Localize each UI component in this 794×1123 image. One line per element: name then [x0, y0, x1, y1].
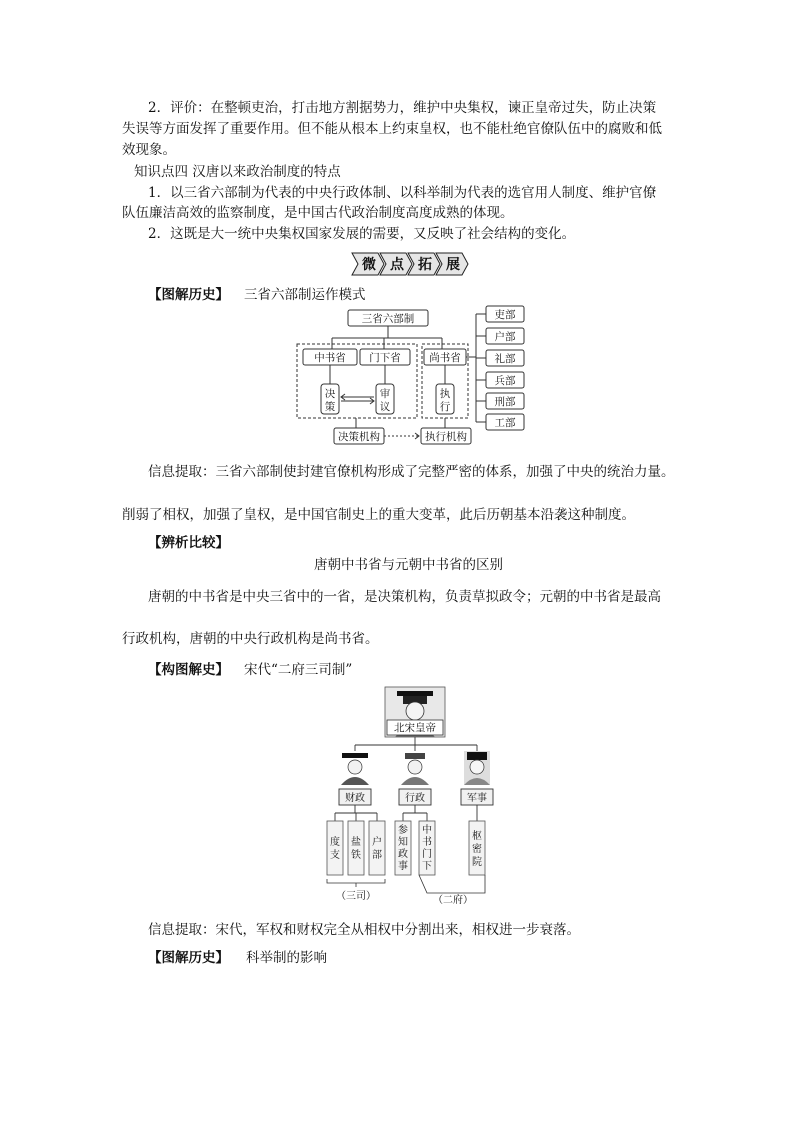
banner-char: 微	[362, 257, 376, 273]
section-heading: 知识点四 汉唐以来政治制度的特点	[134, 164, 341, 180]
label-shenyi: 议	[379, 401, 391, 413]
section-title: 科举制的影响	[246, 950, 327, 966]
label-shenyi: 审	[379, 388, 391, 400]
label-ministry: 工部	[494, 417, 516, 429]
section-title: 三省六部制运作模式	[244, 287, 366, 303]
label-juece: 策	[324, 401, 336, 413]
label-erfu: （二府）	[433, 895, 473, 905]
label-canzhi: 政	[398, 849, 408, 860]
label-ministry: 户部	[494, 331, 516, 343]
section-tag: 【构图解史】	[148, 662, 229, 678]
section-title: 唐朝中书省与元朝中书省的区别	[314, 557, 503, 573]
label-sansi: （三司）	[336, 891, 376, 902]
label-junshi: 军事	[467, 793, 487, 804]
label-zhongshu-menxia: 中	[422, 825, 432, 836]
official-portrait-icon	[401, 753, 429, 785]
label-zhixing-jigou: 执行机构	[425, 431, 467, 443]
label-menxia: 门下省	[369, 352, 401, 364]
label-duzhi: 度	[330, 837, 340, 848]
label-shumiyuan: 枢	[472, 831, 482, 842]
label-zhongshu: 中书省	[314, 352, 346, 364]
label-juece: 决	[324, 388, 336, 400]
info-line: 削弱了相权，加强了皇权，是中国官制史上的重大变革，此后历朝基本沿袭这种制度。	[122, 507, 635, 523]
official-portrait-icon	[341, 753, 369, 785]
label-ministry: 兵部	[494, 375, 516, 387]
section-tag: 【图解历史】	[148, 950, 229, 966]
label-canzhi: 事	[398, 861, 408, 872]
paragraph-line: 1．以三省六部制为代表的中央行政体制、以科举制为代表的选官用人制度、维护官僚	[148, 185, 657, 201]
label-canzhi: 参	[398, 825, 408, 836]
label-yantie: 铁	[351, 850, 361, 861]
label-hubu: 部	[372, 850, 382, 861]
label-zhixing: 行	[439, 401, 451, 413]
paragraph-line: 行政机构，唐朝的中央行政机构是尚书省。	[122, 631, 379, 647]
label-zhongshu-menxia: 下	[422, 861, 432, 872]
info-line: 信息提取：三省六部制使封建官僚机构形成了完整严密的体系，加强了中央的统治力量。	[148, 464, 675, 480]
banner-char: 点	[390, 257, 404, 273]
label-shumiyuan: 密	[472, 844, 482, 855]
paragraph-line: 效现象。	[122, 142, 176, 158]
paragraph-line: 2．这既是大一统中央集权国家发展的需要，又反映了社会结构的变化。	[148, 226, 576, 242]
banner-char: 展	[446, 257, 460, 273]
info-line: 信息提取：宋代，军权和财权完全从相权中分割出来，相权进一步衰落。	[148, 922, 580, 938]
label-zhongshu-menxia: 门	[422, 849, 432, 860]
label-canzhi: 知	[398, 837, 408, 848]
label-hubu: 户	[372, 837, 382, 848]
section-title: 宋代“二府三司制”	[244, 662, 353, 678]
section-tag: 【辨析比较】	[148, 535, 229, 551]
section-tag: 【图解历史】	[148, 287, 229, 303]
paragraph-line: 2．评价：在整顿吏治，打击地方割据势力，维护中央集权，谏正皇帝过失，防止决策	[148, 100, 657, 116]
erfu-sansi-diagram	[325, 685, 505, 905]
banner-weidiantuozhan	[350, 250, 470, 278]
paragraph-line: 失误等方面发挥了重要作用。但不能从根本上约束皇权，也不能杜绝官僚队伍中的腐败和低	[122, 121, 662, 137]
paragraph-line: 队伍廉洁高效的监察制度，是中国古代政治制度高度成熟的体现。	[122, 205, 514, 221]
label-shangshu: 尚书省	[429, 352, 461, 364]
label-ministry: 礼部	[494, 353, 516, 365]
label-yantie: 盐	[351, 837, 361, 848]
sansheng-liubu-diagram	[290, 300, 535, 450]
label-emperor: 北宋皇帝	[394, 722, 436, 734]
label-duzhi: 支	[330, 850, 340, 861]
label-ministry: 刑部	[494, 396, 516, 408]
label-top: 三省六部制	[361, 313, 415, 325]
official-portrait-icon	[464, 751, 490, 785]
paragraph-line: 唐朝的中书省是中央三省中的一省，是决策机构，负责草拟政令；元朝的中书省是最高	[148, 589, 661, 605]
label-zhongshu-menxia: 书	[422, 837, 432, 848]
label-juece-jigou: 决策机构	[338, 431, 380, 443]
label-caizheng: 财政	[345, 793, 365, 804]
label-zhixing: 执	[439, 388, 451, 400]
label-ministry: 吏部	[494, 309, 516, 321]
banner-char: 拓	[418, 257, 432, 273]
label-shumiyuan: 院	[472, 857, 482, 868]
label-xingzheng: 行政	[405, 793, 425, 804]
